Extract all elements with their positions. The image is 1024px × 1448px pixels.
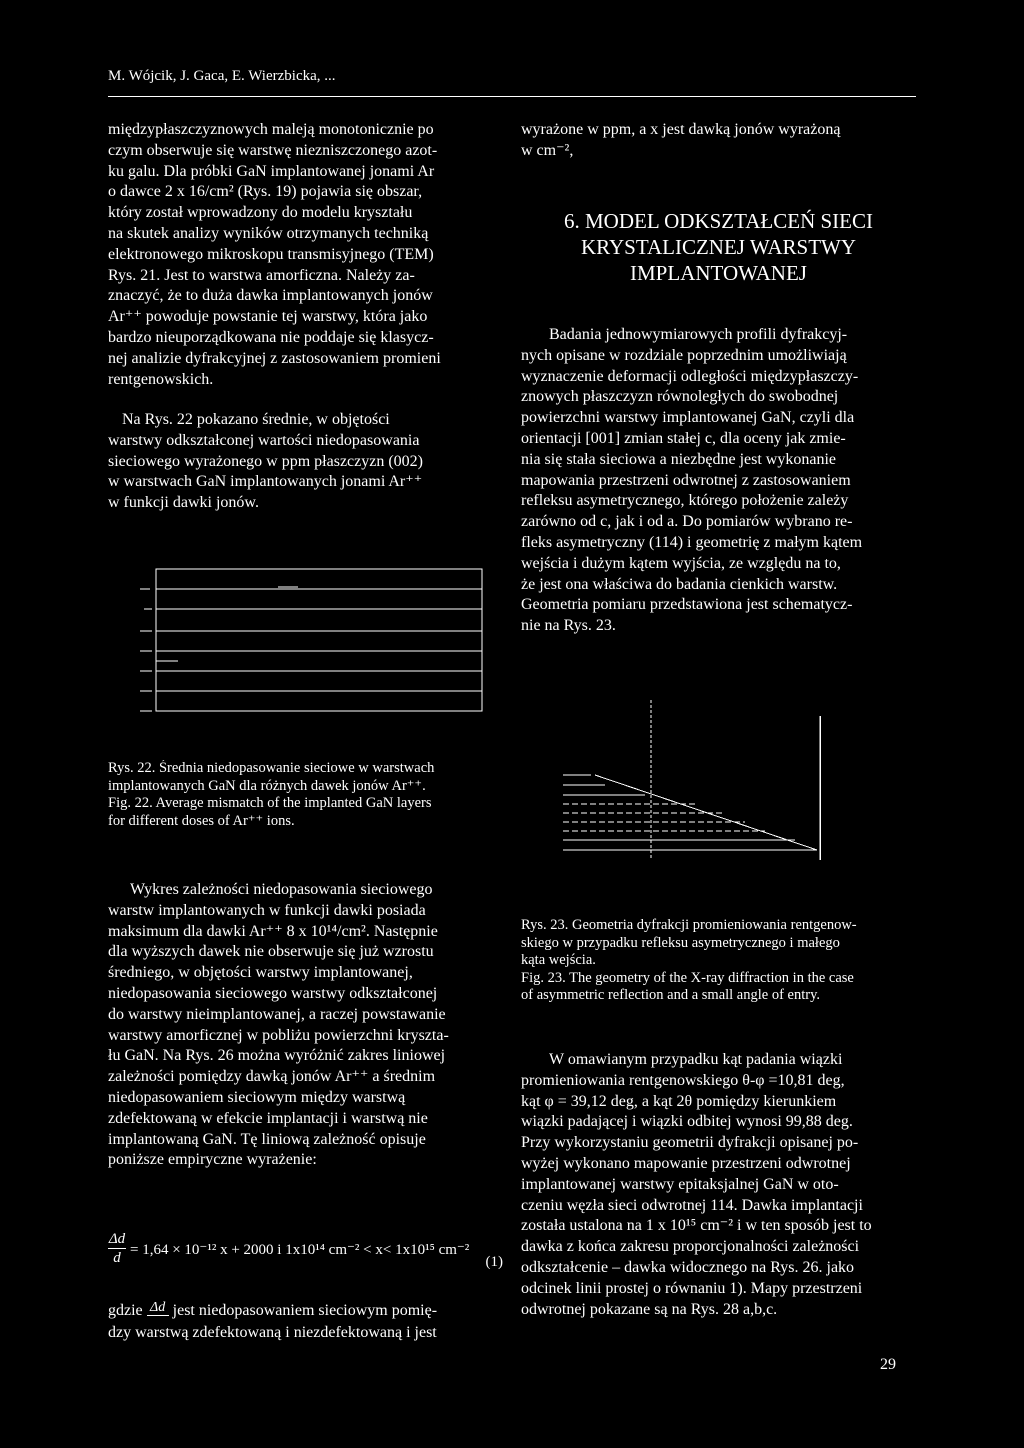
text-line: implantowanej warstwy epitaksjalnej GaN w oto- (521, 1175, 839, 1193)
text-line: że jest ona właściwa do badania cienkich warstw. (521, 575, 838, 593)
gdzie-fraction-numerator: Δd (147, 1300, 169, 1316)
text-line: o dawce 2 x 16/cm² (Rys. 19) pojawia się obszar, (108, 183, 423, 201)
text-line: łu GaN. Na Rys. 26 można wyróżnić zakres liniowej (108, 1047, 446, 1065)
text-line: refleksu asymetrycznego, którego położenie zależy (521, 492, 849, 510)
text-line: czeniu węzła sieci odwrotnej 114. Dawka implantacji (521, 1196, 863, 1214)
text-line: odcinek linii prostej o równaniu 1). Mapy przestrzeni (521, 1279, 863, 1297)
text-line: zależności pomiędzy dawką jonów Ar⁺⁺ a średnim (108, 1068, 436, 1086)
caption-line: skiego w przypadku refleksu asymetrycznego i małego (521, 934, 840, 951)
text-line: odkształcenie – dawka widocznego na Rys. 26. jako (521, 1258, 855, 1276)
text-line: Badania jednowymiarowych profili dyfrakcyj- (549, 326, 848, 343)
text-line: nia się stała sieciowa a niezbędne jest wykonanie (521, 450, 836, 468)
equation-numerator: Δd (108, 1231, 126, 1247)
text-line: w warstwach GaN implantowanych jonami Ar⁺⁺ (108, 473, 423, 491)
left-para-1 (108, 120, 503, 390)
text-line: sieciowego wyrażonego w ppm płaszczyzn (002) (108, 452, 423, 470)
text-line: mapowania przestrzeni odwrotnej z zastosowaniem (521, 471, 851, 489)
text-line: Przy wykorzystaniu geometrii dyfrakcji opisanej po- (521, 1134, 859, 1152)
caption-line: Fig. 23. The geometry of the X-ray diffraction in the case (521, 969, 854, 986)
fig23-caption (521, 917, 916, 1005)
text-line: średniego, w objętości warstwy implantowanej, (108, 964, 413, 982)
gdzie-text (108, 1300, 503, 1343)
text-line: warstw implantowanych w funkcji dawki posiada (108, 901, 426, 919)
running-header: M. Wójcik, J. Gaca, E. Wierzbicka, ... (108, 68, 336, 84)
fig23-diagram (555, 700, 915, 880)
text-line: w funkcji dawki jonów. (108, 494, 259, 512)
text-line: do warstwy nieimplantowanej, a raczej powstawanie (108, 1005, 446, 1023)
right-para-1 (521, 120, 916, 162)
text-line: ku galu. Dla próbki GaN implantowanej jonami Ar (108, 162, 435, 180)
fig22-caption (108, 760, 503, 830)
text-line: wejścia i dużym kątem wyjścia, ze względu na to, (521, 554, 841, 572)
text-line: fleks asymetryczny (114) i geometrię z małym kątem (521, 533, 863, 551)
text-line: elektronowego mikroskopu transmisyjnego (TEM) (108, 245, 434, 263)
header-rule (108, 96, 916, 97)
text-line: implantowaną GaN. Tę liniową zależność opisuje (108, 1130, 426, 1148)
equation-rhs: = 1,64 × 10⁻¹² x + 2000 i 1x10¹⁴ cm⁻² < x< 1x10¹⁵ cm⁻² (130, 1242, 470, 1258)
right-para-2 (521, 325, 916, 637)
text-line: Geometria pomiaru przedstawiona jest schematycz- (521, 596, 853, 614)
caption-line: of asymmetric reflection and a small angle of entry. (521, 987, 821, 1003)
caption-line: kąta wejścia. (521, 952, 596, 968)
gdzie-fraction (147, 1300, 169, 1322)
text-line: zdefektowaną w efekcie implantacji i warstwą nie (108, 1109, 428, 1127)
text-line: została ustalona na 1 x 10¹⁵ cm⁻² i w ten sposób jest to (521, 1217, 872, 1235)
text-line: wyznaczenie deformacji odległości międzypłaszczy- (521, 367, 859, 385)
caption-line: Rys. 23. Geometria dyfrakcji promieniowania rentgenow- (521, 917, 857, 933)
text-line: dla wyższych dawek nie obserwuje się już wzrostu (108, 943, 434, 961)
text-line: niedopasowania sieciowego warstwy odkształconej (108, 984, 438, 1002)
page-number: 29 (880, 1356, 896, 1373)
text-line: Rys. 21. Jest to warstwa amorficzna. Należy za- (108, 266, 415, 284)
text-line: Ar⁺⁺ powoduje powstanie tej warstwy, która jako (108, 308, 428, 326)
gdzie-line-2: dzy warstwą zdefektowaną i niezdefektowaną i jest (108, 1324, 437, 1342)
text-line: nie na Rys. 23. (521, 617, 616, 635)
text-line: warstwy odkształconej wartości niedopasowania (108, 431, 420, 449)
right-para-3 (521, 1050, 916, 1320)
text-line: maksimum dla dawki Ar⁺⁺ 8 x 10¹⁴/cm². Następnie (108, 922, 438, 940)
equation-number: (1) (485, 1254, 503, 1270)
text-line: wyżej wykonano mapowanie przestrzeni odwrotnej (521, 1154, 851, 1172)
left-para-2 (108, 410, 503, 514)
text-line: powierzchni warstwy implantowanej GaN, czyli dla (521, 409, 855, 427)
text-line: bardzo nieuporządkowana nie poddaje się klasycz- (108, 328, 434, 346)
gdzie-line-1: jest niedopasowaniem sieciowym pomię- (172, 1302, 438, 1319)
text-line: czym obserwuje się warstwę niezniszczonego azot- (108, 141, 438, 159)
text-line: znaczyć, że to duża dawka implantowanych jonów (108, 287, 433, 305)
caption-line: Fig. 22. Average mismatch of the implanted GaN layers (108, 795, 432, 811)
caption-line: implantowanych GaN dla różnych dawek jonów Ar⁺⁺. (108, 777, 426, 794)
text-line: niedopasowaniem sieciowym między warstwą (108, 1088, 406, 1106)
left-para-3 (108, 880, 503, 1171)
text-line: W omawianym przypadku kąt padania wiązki (549, 1051, 843, 1068)
heading-line: 6. MODEL ODKSZTAŁCEŃ SIECI (563, 209, 874, 233)
equation-1 (108, 1230, 503, 1300)
text-line: kąt φ = 39,12 deg, a kąt 2θ pomiędzy kierunkiem (521, 1092, 837, 1110)
fig22-frame (156, 569, 482, 711)
text-line: międzypłaszczyznowych maleją monotonicznie po (108, 121, 434, 138)
text-line: dawka z końca zakresu proporcjonalności zależności (521, 1238, 860, 1256)
text-line: nej analizie dyfrakcyjnej z zastosowaniem promieni (108, 349, 441, 367)
text-line: wiązki padającej i wiązki odbitej wynosi 99,88 deg. (521, 1113, 853, 1131)
text-line: znowych płaszczyzn równoległych do swobodnej (521, 388, 839, 406)
text-line: na skutek analizy wyników otrzymanych techniką (108, 224, 429, 242)
text-line: w cm⁻², (521, 141, 574, 159)
text-line: poniższe empiryczne wyrażenie: (108, 1151, 317, 1169)
text-line: nych opisane w rozdziale poprzednim umożliwiają (521, 346, 847, 364)
text-line: Na Rys. 22 pokazano średnie, w objętości (122, 411, 390, 428)
equation-denominator: d (113, 1250, 121, 1266)
heading-line: KRYSTALICZNEJ WARSTWY (580, 235, 857, 259)
text-line: orientacji [001] zmian stałej c, dla oceny jak zmie- (521, 429, 846, 447)
text-line: odwrotnej pokazane są na Rys. 28 a,b,c. (521, 1300, 778, 1318)
text-line: zarówno od c, jak i od a. Do pomiarów wybrano re- (521, 513, 853, 531)
text-line: który został wprowadzony do modelu kryształu (108, 204, 413, 222)
section-heading (521, 208, 916, 286)
caption-line: Rys. 22. Średnia niedopasowanie sieciowe w warstwach (108, 760, 435, 776)
caption-line: for different doses of Ar⁺⁺ ions. (108, 812, 295, 829)
text-line: promieniowania rentgenowskiego θ-φ =10,81 deg, (521, 1071, 845, 1089)
text-line: warstwy amorficznej w pobliżu powierzchni kryszta- (108, 1026, 449, 1044)
text-line: Wykres zależności niedopasowania sieciowego (130, 881, 433, 898)
equation-fraction (108, 1230, 126, 1267)
gdzie-word: gdzie (108, 1302, 143, 1319)
text-line: rentgenowskich. (108, 370, 214, 388)
text-line: wyrażone w ppm, a x jest dawką jonów wyrażoną (521, 121, 841, 138)
heading-line: IMPLANTOWANEJ (630, 261, 807, 285)
fig22-chart (138, 565, 488, 715)
